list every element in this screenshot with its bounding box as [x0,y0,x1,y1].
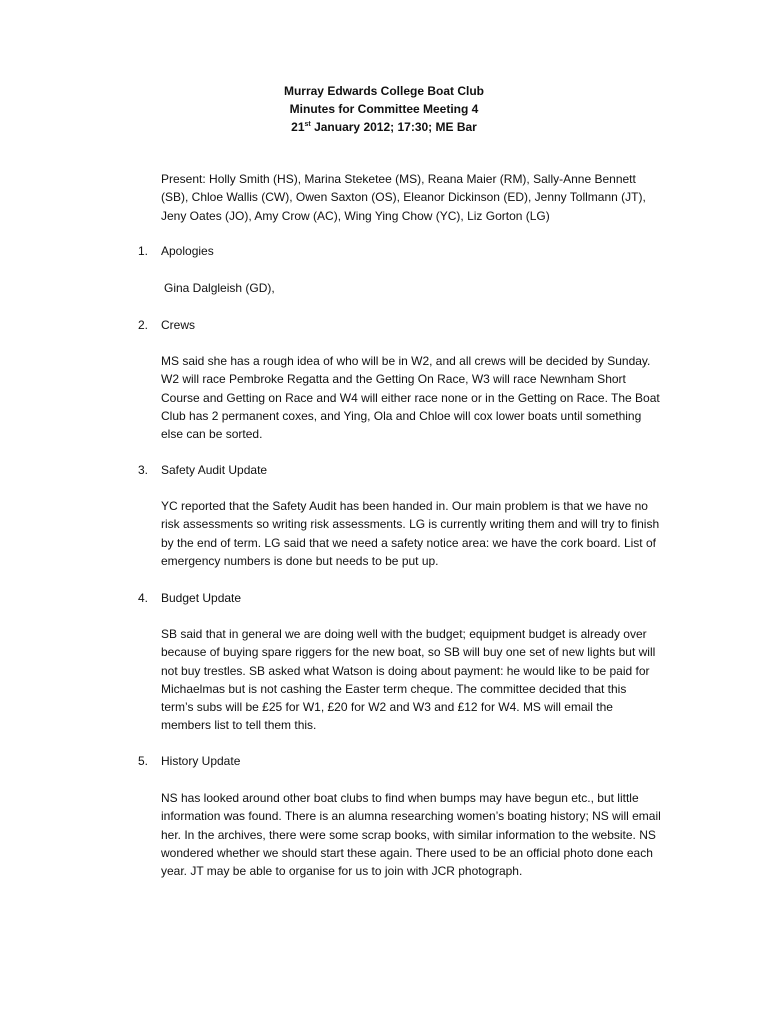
section-body-safety-audit: YC reported that the Safety Audit has been handed in. Our main problem is that we have no risk assessments so writing risk assessments. LG is currently writing them and will try to finish by the end of term. LG said that we need a safety notice area: we have the cork board. List of emergency numbers is done but needs to be put up. [161,499,660,568]
section-title: Apologies [161,244,214,258]
section-number: 5. [138,754,149,768]
section-heading-budget [138,589,638,607]
date-day: 21 [291,120,305,134]
club-name: Murray Edwards College Boat Club [283,84,485,98]
date-suffix: st [304,121,311,128]
section-body-budget: SB said that in general we are doing well with the budget; equipment budget is already over because of buying spare riggers for the new boat, so SB will buy one set of new lights but will not buy trestles. SB asked what Watson is doing about payment: he would like to be paid for Michaelmas but is not cashing the Easter term cheque. The committee decided that this term’s subs will be £25 for W1, £20 for W2 and W3 and £12 for W4. MS will email the members list to tell them this. [161,627,656,733]
attendees-paragraph: Present: Holly Smith (HS), Marina Steketee (MS), Reana Maier (RM), Sally-Anne Bennett (SB), Chloe Wallis (CW), Owen Saxton (OS), Eleanor Dickinson (ED), Jenny Tollmann (JT), Jeny Oates (JO), Amy Crow (AC), Wing Ying Chow (YC), Liz Gorton (LG) [161,172,646,223]
date-rest: January 2012; 17:30; ME Bar [310,120,477,134]
meeting-title: Minutes for Committee Meeting 4 [289,102,479,116]
section-heading-crews [138,316,638,334]
section-title: Budget Update [161,591,242,605]
section-body-apologies: Gina Dalgleish (GD), [164,281,275,295]
section-number: 4. [138,591,149,605]
minutes-title-block [0,82,768,136]
section-title: Crews [161,318,196,332]
section-body-crews: MS said she has a rough idea of who will be in W2, and all crews will be decided by Sunday. W2 will race Pembroke Regatta and the Getting On Race, W3 will race Newnham Short Course and Getting on Race and W4 will either race none or in the Getting on Race. The Boat Club has 2 permanent coxes, and Ying, Ola and Chloe will cox lower boats until something else can be sorted. [161,354,660,442]
section-title: History Update [161,754,241,768]
section-number: 1. [138,244,149,258]
section-number: 2. [138,318,149,332]
section-body-history: NS has looked around other boat clubs to find when bumps may have begun etc., but little information was found. There is an alumna researching women’s boating history; NS will email her. In the archives, there were some scrap books, with similar information to the website. NS wondered whether we should start these again. There used to be an official photo done each year. JT may be able to organise for us to join with JCR photograph. [161,791,661,879]
section-heading-apologies [138,242,638,260]
section-heading-history [138,752,638,770]
section-number: 3. [138,463,149,477]
meeting-date [0,118,768,136]
section-heading-safety-audit [138,461,638,479]
section-title: Safety Audit Update [161,463,268,477]
